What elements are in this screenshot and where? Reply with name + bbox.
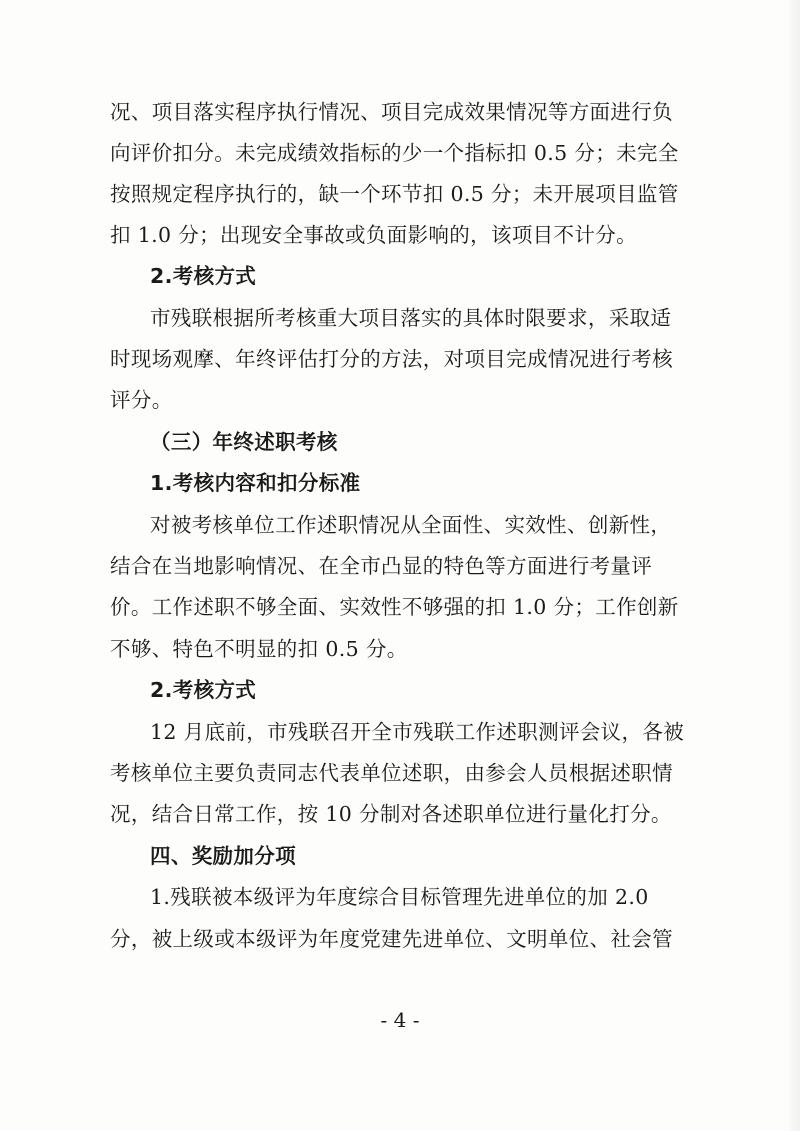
paragraph-line: 扣 1.0 分；出现安全事故或负面影响的，该项目不计分。: [110, 223, 637, 247]
section-heading: 1.考核内容和扣分标准: [150, 471, 361, 495]
page-edge-shadow: [786, 0, 800, 1131]
paragraph-line: 价。工作述职不够全面、实效性不够强的扣 1.0 分；工作创新: [110, 595, 679, 619]
section-heading: 2.考核方式: [150, 678, 257, 702]
paragraph-line: 结合在当地影响情况、在全市凸显的特色等方面进行考量评: [110, 554, 653, 578]
paragraph-line: 1.残联被本级评为年度综合目标管理先进单位的加 2.0: [150, 885, 649, 909]
paragraph-line: 评分。: [110, 388, 173, 412]
paragraph-line: 况，结合日常工作，按 10 分制对各述职单位进行量化打分。: [110, 802, 672, 826]
page-number: - 4 -: [380, 1008, 420, 1032]
paragraph-line: 市残联根据所考核重大项目落实的具体时限要求，采取适: [150, 306, 672, 330]
section-heading: 2.考核方式: [150, 264, 257, 288]
paragraph-line: 时现场观摩、年终评估打分的方法，对项目完成情况进行考核: [110, 347, 673, 371]
paragraph-line: 向评价扣分。未完成绩效指标的少一个指标扣 0.5 分；未完全: [110, 141, 679, 165]
paragraph-line: 分，被上级或本级评为年度党建先进单位、文明单位、社会管: [110, 927, 673, 951]
paragraph-line: 12 月底前，市残联召开全市残联工作述职测评会议，各被: [150, 720, 685, 744]
paragraph-line: 对被考核单位工作述职情况从全面性、实效性、创新性，: [150, 513, 672, 537]
paragraph-line: 按照规定程序执行的，缺一个环节扣 0.5 分；未开展项目监管: [110, 182, 679, 206]
paragraph-line: 考核单位主要负责同志代表单位述职，由参会人员根据述职情: [110, 761, 673, 785]
section-heading: （三）年终述职考核: [150, 430, 338, 454]
paragraph-line: 不够、特色不明显的扣 0.5 分。: [110, 637, 408, 661]
paragraph-line: 况、项目落实程序执行情况、项目完成效果情况等方面进行负: [110, 100, 673, 124]
section-heading: 四、奖励加分项: [150, 844, 296, 868]
